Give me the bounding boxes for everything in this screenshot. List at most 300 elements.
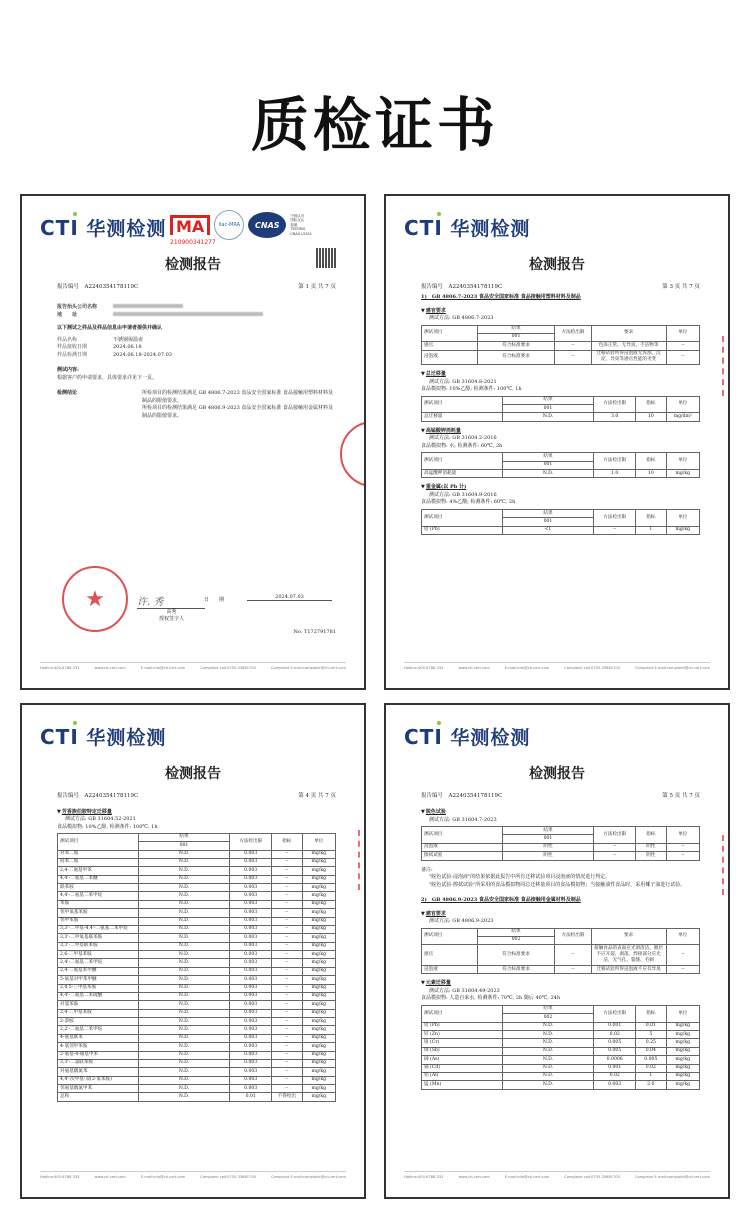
table-row (58, 867, 336, 875)
table-cell: 0.25 (636, 1039, 667, 1047)
side-seal (722, 336, 730, 396)
table-cell: 0.003 (230, 884, 272, 892)
table-cell: N.D. (138, 1068, 230, 1076)
page-footer: Hotline:400-6788-333 www.cti-cert.com E-mail:info@cti-cert.com Complaint call:0755-33681700 Complaint E-mail:complaint@cti-cert.com (40, 662, 346, 670)
table-cell: 4,4'-二氨基二苯硫醚 (58, 992, 139, 1000)
table-cell: 2,4,5-三甲基苯胺 (58, 984, 139, 992)
table-cell: mg/kg (302, 984, 335, 992)
confirm-text: 以下测试之样品及样品信息由申请者提供并确认 (57, 325, 163, 331)
table-cell: 0.003 (230, 951, 272, 959)
section-title: ▼ 高锰酸钾消耗量 (421, 428, 700, 436)
table-cell: 0.001 (594, 1022, 636, 1030)
standard-heading: 1) GB 4806.7-2023 食品安全国家标准 食品接触用塑料材料及制品 (421, 294, 581, 300)
sample-value: 2024.06.18-2024.07.03 (113, 351, 172, 358)
table-cell: mg/kg (302, 867, 335, 875)
table-cell: 0.003 (230, 1034, 272, 1042)
header-cell: 001 (502, 518, 594, 526)
header-cell: 结果 (502, 396, 594, 404)
table-cell: 对氯苯胺 (58, 1001, 139, 1009)
report-date: 2024.07.03 (247, 594, 332, 601)
table-row (58, 976, 336, 984)
header-cell: 单位 (666, 325, 699, 342)
table-cell: N.D. (502, 1056, 594, 1064)
table-cell: 2-萘胺 (58, 1018, 139, 1026)
table-row (58, 951, 336, 959)
table-cell: -- (666, 945, 699, 966)
table-cell: 铝 (Al) (422, 1072, 503, 1080)
table-cell: 2,4-二氨基苯甲醚 (58, 967, 139, 975)
header-cell: 方法检出限 (555, 325, 591, 342)
table-row (58, 934, 336, 942)
table-cell: -- (555, 342, 591, 350)
header-cell: 结果 (502, 453, 594, 461)
table-cell: 0.003 (230, 867, 272, 875)
results-table (421, 325, 700, 366)
table-cell: -- (272, 850, 303, 858)
table-row (422, 470, 700, 478)
table-header-row (422, 827, 700, 835)
header-cell: 单位 (666, 396, 699, 413)
table-cell: mg/kg (302, 1026, 335, 1034)
table-cell: -- (272, 976, 303, 984)
table-cell: mg/kg (302, 976, 335, 984)
header-cell: 测试项目 (58, 833, 139, 850)
table-cell: mg/kg (302, 917, 335, 925)
table-cell: mg/kg (302, 884, 335, 892)
header-cell: 单位 (666, 928, 699, 945)
table-cell: N.D. (502, 1031, 594, 1039)
table-cell: 符合标准要求 (477, 945, 555, 966)
table-row (58, 1009, 336, 1017)
table-cell: N.D. (138, 959, 230, 967)
table-row (58, 1043, 336, 1051)
table-cell: -- (666, 852, 699, 860)
table-cell: N.D. (138, 934, 230, 942)
table-cell: -- (666, 350, 699, 365)
header-cell: 指标 (272, 833, 303, 850)
table-cell: 浸泡液 (422, 966, 478, 974)
table-row (58, 1051, 336, 1059)
table-cell: 4,4'-二氨基二苯甲烷 (58, 892, 139, 900)
table-cell: 0.005 (594, 1039, 636, 1047)
table-cell: -- (594, 843, 636, 851)
table-cell: mg/kg (666, 1047, 699, 1055)
table-cell: N.D. (138, 1059, 230, 1067)
table-cell: mg/kg (302, 967, 335, 975)
table-row (422, 1047, 700, 1055)
table-cell: mg/kg (666, 1064, 699, 1072)
sample-info-row (57, 337, 336, 345)
header-cell: 方法检出限 (230, 833, 272, 850)
table-cell: -- (272, 875, 303, 883)
table-row (422, 1031, 700, 1039)
table-cell: mg/kg (302, 1043, 335, 1051)
table-cell: N.D. (502, 1022, 594, 1030)
table-cell: 阴性 (636, 852, 667, 860)
table-cell: N.D. (138, 1076, 230, 1084)
table-row (422, 1064, 700, 1072)
table-cell: -- (272, 884, 303, 892)
table-cell: 3.0 (594, 413, 636, 421)
table-cell: -- (272, 967, 303, 975)
header-cell: 001 (477, 333, 555, 341)
table-cell: -- (272, 900, 303, 908)
header-cell: 指标 (636, 509, 667, 526)
header-cell: 结果 (502, 509, 594, 517)
table-cell: 0.01 (230, 1093, 272, 1101)
table-cell: mg/kg (302, 858, 335, 866)
table-cell: mg/kg (302, 900, 335, 908)
table-cell: mg/kg (302, 942, 335, 950)
table-cell: N.D. (138, 925, 230, 933)
table-cell: 4-氯邻甲苯胺 (58, 1043, 139, 1051)
page-title: 质检证书 (250, 91, 499, 159)
report-title: 检测报告 (165, 257, 221, 273)
table-cell: 阴性 (502, 843, 594, 851)
table-row (58, 1093, 336, 1101)
header-cell: 要求 (591, 325, 666, 342)
table-cell: mg/kg (302, 1085, 335, 1093)
table-cell: N.D. (502, 470, 594, 478)
table-cell: 0.02 (594, 1072, 636, 1080)
table-cell: 迁移试验所得浸泡液无浑浊、沉淀、异臭等感官性能的劣变 (591, 350, 666, 365)
test-method: 测试方法: GB 31604.2-2016 (429, 435, 497, 442)
table-cell: 0.003 (230, 1068, 272, 1076)
table-cell: 符合标准要求 (477, 350, 555, 365)
table-cell: 间苯二胺 (58, 858, 139, 866)
table-cell: 2,4-二氨基甲苯 (58, 867, 139, 875)
table-cell: N.D. (138, 1026, 230, 1034)
table-cell: 0.003 (230, 1043, 272, 1051)
report-header: 报告编号 A2240354178119C 第 4 页 共 7 页 (57, 793, 336, 799)
table-cell: N.D. (138, 858, 230, 866)
table-cell: 0.02 (594, 1031, 636, 1039)
table-row (58, 1034, 336, 1042)
table-cell: -- (272, 925, 303, 933)
cti-logo: CTI 华测检测 (404, 214, 530, 241)
table-cell: N.D. (138, 1009, 230, 1017)
table-cell: 阴性 (502, 852, 594, 860)
table-cell: N.D. (138, 1018, 230, 1026)
table-cell: mg/kg (302, 1068, 335, 1076)
test-method: 测试方法: GB 31604.8-2021 (429, 378, 497, 385)
table-cell: mg/kg (666, 1022, 699, 1030)
table-cell: N.D. (138, 1043, 230, 1051)
date-label: 日 期 (204, 597, 225, 603)
table-cell: 0.003 (230, 1076, 272, 1084)
table-cell: 10 (636, 413, 667, 421)
table-row (58, 917, 336, 925)
table-cell: -- (272, 1059, 303, 1067)
table-cell: 迁移试验所得浸泡液不应有异臭 (591, 966, 666, 974)
table-cell: 5-氨基对甲苯甲醚 (58, 976, 139, 984)
table-cell: mg/kg (666, 1081, 699, 1089)
table-cell: mg/kg (666, 1031, 699, 1039)
table-cell: 镉 (Cd) (422, 1064, 503, 1072)
table-row (58, 992, 336, 1000)
table-cell: 铅 (Pb) (422, 1022, 503, 1030)
sample-info-row (57, 352, 336, 360)
table-cell: 0.003 (230, 892, 272, 900)
header-cell: 结果 (477, 325, 555, 333)
table-row (422, 966, 700, 974)
section-title: ▼ 感官要求 (421, 911, 700, 919)
test-condition: 食品模拟物: 水; 检测条件: 60℃, 2h (421, 442, 503, 449)
header-cell: 002 (502, 1014, 594, 1022)
table-row (58, 959, 336, 967)
test-condition: 食品模拟物: 10%乙醇, 检测条件: 100℃, 1h (57, 823, 158, 830)
header-cell: 单位 (666, 1005, 699, 1022)
table-cell: 0.01 (636, 1022, 667, 1030)
header-cell: 测试项目 (422, 325, 478, 342)
table-row (422, 1056, 700, 1064)
table-cell: -- (272, 992, 303, 1000)
results-table (421, 509, 700, 535)
table-cell: 2,4-二甲基苯胺 (58, 1009, 139, 1017)
table-row (58, 892, 336, 900)
cti-logo: CTI 华测检测 (404, 723, 530, 750)
table-cell: mg/kg (302, 951, 335, 959)
test-condition: 食品模拟物: 4%乙酸; 检测条件: 60℃, 2h (421, 499, 516, 506)
table-cell: mg/kg (302, 1034, 335, 1042)
table-row (422, 843, 700, 851)
table-cell: -- (555, 945, 591, 966)
table-row (58, 942, 336, 950)
table-cell: N.D. (138, 892, 230, 900)
table-cell: 总和 (58, 1093, 139, 1101)
table-cell: -- (272, 942, 303, 950)
table-cell: N.D. (502, 1081, 594, 1089)
table-cell: mg/kg (302, 909, 335, 917)
table-cell: mg/dm² (666, 413, 699, 421)
table-header-row (422, 928, 700, 936)
table-row (422, 945, 700, 966)
results-table (421, 1005, 700, 1090)
header-cell: 单位 (302, 833, 335, 850)
table-cell: 不得检出 (272, 1093, 303, 1101)
table-cell: 0.003 (230, 976, 272, 984)
section-title: ▼ 总迁移量 (421, 371, 700, 379)
signature: 许. 秀 (137, 593, 205, 609)
table-cell: 1 (636, 526, 667, 534)
table-cell: 铅 (Pb) (422, 526, 503, 534)
table-cell: N.D. (138, 1001, 230, 1009)
table-cell: mg/kg (302, 1059, 335, 1067)
table-cell: -- (555, 966, 591, 974)
page-footer: Hotline:400-6788-333 www.cti-cert.com E-mail:info@cti-cert.com Complaint call:0755-33681700 Complaint E-mail:complaint@cti-cert.com (404, 662, 710, 670)
table-cell: N.D. (138, 976, 230, 984)
header-cell: 测试项目 (422, 827, 503, 844)
table-row (58, 850, 336, 858)
table-cell: 阴性 (636, 843, 667, 851)
header-cell: 001 (502, 405, 594, 413)
table-cell: 0.003 (230, 1009, 272, 1017)
table-cell: 色泽正常，无异臭，不洁物等 (591, 342, 666, 350)
table-cell: 4,4'-次甲基-双(2-氯苯胺) (58, 1076, 139, 1084)
table-cell: -- (666, 966, 699, 974)
table-cell: 0.003 (230, 967, 272, 975)
table-cell: N.D. (138, 875, 230, 883)
table-cell: 0.003 (230, 917, 272, 925)
table-cell: N.D. (138, 984, 230, 992)
sample-key: 样品接收日期 (57, 344, 88, 350)
table-row (58, 1068, 336, 1076)
header-cell: 指标 (636, 396, 667, 413)
standard-heading: 2) GB 4806.9-2023 食品安全国家标准 食品接触用金属材料及制品 (421, 897, 581, 903)
table-cell: N.D. (138, 850, 230, 858)
report-page-1: CTI 华测检测 MA 210900341277 ilac-MRA CNAS 中国认可 国际互认 检测 TESTING CNAS L5341 检测报告 报告编号 A2240354178119C 第 1 页 共 7 页 报告抬头公司名称 地 址 以下测试之样品及样品信息由申请者提供并确认 样品名称 不锈钢保温壶 样品接收日期 2024.06.18 样品检测日期 2024.06.18-2024.07.03 测试内容: 根据客户的申请要求，具体要求详见下一页。 检测结论 所检项目的检测结果满足 GB 4806.7-2023 食品安全国家标准 食品接触用塑料材料及制品的限值要求。 所检项目的检测结果满足 GB 4806.9-2023 食品安全国家标准 食品接触用金属材料及制品的限值要求。 ★ 许. 秀 高秀 授权签字人 日 期 2024.07.03 No. T172791781 Hotline:400-6788-333 www.cti-cert.com E-mail:info@cti-cert.com Complaint call:0755-33681700 Complaint E-mail:complaint@cti-cert.com (20, 194, 366, 690)
table-cell: 3,3'-二氯联苯胺 (58, 1059, 139, 1067)
cert-number: No. T172791781 (293, 629, 336, 635)
table-cell: N.D. (138, 867, 230, 875)
results-table (421, 396, 700, 422)
table-cell: 0.003 (230, 942, 272, 950)
test-method: 测试方法: GB 31604.52-2021 (65, 816, 136, 823)
table-row (422, 852, 700, 860)
table-cell: 0.005 (636, 1056, 667, 1064)
table-row (58, 967, 336, 975)
table-cell: -- (272, 1009, 303, 1017)
ilac-logo: ilac-MRA (214, 210, 244, 240)
report-header: 报告编号 A2240354178119C 第 5 页 共 7 页 (421, 793, 700, 799)
table-cell: 0.02 (636, 1064, 667, 1072)
table-cell: 0.005 (594, 1047, 636, 1055)
table-cell: -- (272, 951, 303, 959)
table-cell: 邻氨基偶氮甲苯 (58, 1085, 139, 1093)
header-cell: 结果 (502, 1005, 594, 1013)
table-header-row (422, 1005, 700, 1013)
table-cell: N.D. (138, 1085, 230, 1093)
header-cell: 测试项目 (422, 396, 503, 413)
table-cell: 0.0006 (594, 1056, 636, 1064)
table-cell: 高锰酸钾消耗量 (422, 470, 503, 478)
table-cell: 接触食品的表面应光滑清洁，镀层不应开裂、剥落，焊接部分应光洁，无气孔、裂缝、毛刺 (591, 945, 666, 966)
red-seal-stamp: ★ (62, 566, 128, 632)
table-cell: -- (594, 526, 636, 534)
table-cell: 浸泡液 (422, 843, 503, 851)
table-cell: N.D. (138, 1051, 230, 1059)
test-condition: 食品模拟物: 人造自来水, 检测条件: 70℃, 2h 随后 40℃, 24h (421, 995, 561, 1002)
table-row (422, 1022, 700, 1030)
table-header-row (422, 325, 700, 333)
header-cell: 测试项目 (422, 928, 478, 945)
section-title: ▼ 重金属(以 Pb 计) (421, 484, 700, 492)
table-cell: 2.0 (636, 1081, 667, 1089)
table-cell: mg/kg (302, 875, 335, 883)
report-title: 检测报告 (529, 766, 585, 782)
table-row (422, 526, 700, 534)
table-cell: N.D. (138, 1034, 230, 1042)
table-cell: 0.003 (230, 984, 272, 992)
table-cell: N.D. (138, 992, 230, 1000)
table-cell: mg/kg (666, 470, 699, 478)
table-cell: 2,6-二甲基苯胺 (58, 951, 139, 959)
report-title: 检测报告 (529, 257, 585, 273)
table-cell: 邻甲苯胺 (58, 917, 139, 925)
table-cell: 邻甲氧基苯胺 (58, 909, 139, 917)
report-header: 报告编号 A2240354178119C 第 1 页 共 7 页 (57, 284, 336, 290)
table-cell: 浸泡液 (422, 350, 478, 365)
table-row (58, 984, 336, 992)
accreditation-logos (170, 210, 312, 246)
header-cell: 测试项目 (422, 509, 503, 526)
table-row (422, 1072, 700, 1080)
table-row (422, 413, 700, 421)
table-cell: 0.003 (230, 1059, 272, 1067)
results-table (421, 928, 700, 975)
table-cell: 0.003 (594, 1081, 636, 1089)
table-cell: 砷 (As) (422, 1056, 503, 1064)
section-title: ▼ 元素迁移量 (421, 980, 700, 988)
table-row (58, 875, 336, 883)
header-cell: 指标 (636, 1005, 667, 1022)
page-footer: Hotline:400-6788-333 www.cti-cert.com E-mail:info@cti-cert.com Complaint call:0755-33681700 Complaint E-mail:complaint@cti-cert.com (404, 1171, 710, 1179)
table-cell: 3,3'-二甲氧基联苯胺 (58, 934, 139, 942)
header-cell: 指标 (636, 453, 667, 470)
table-row (422, 350, 700, 365)
cma-logo: MA (170, 215, 210, 235)
results-table (57, 833, 336, 1102)
header-cell: 测试项目 (422, 453, 503, 470)
test-method: 测试方法: GB 31604.7-2023 (429, 816, 497, 823)
table-cell: 0.003 (230, 925, 272, 933)
table-row (58, 1018, 336, 1026)
table-cell: mg/kg (666, 526, 699, 534)
report-page-3 (384, 194, 730, 690)
table-cell: mg/kg (302, 1076, 335, 1084)
table-cell: 0.003 (230, 959, 272, 967)
results-table (421, 826, 700, 861)
table-cell: 对苯二胺 (58, 850, 139, 858)
table-cell: 对氨基偶氮苯 (58, 1068, 139, 1076)
header-cell: 结果 (502, 827, 594, 835)
header-cell: 要求 (591, 928, 666, 945)
table-row (58, 1059, 336, 1067)
header-cell: 方法检出限 (594, 827, 636, 844)
table-cell: mg/kg (302, 1051, 335, 1059)
table-cell: 10 (636, 470, 667, 478)
cma-number: 210900341277 (170, 239, 216, 246)
table-cell: -- (272, 1076, 303, 1084)
table-cell: -- (272, 984, 303, 992)
cnas-logo: CNAS (248, 212, 286, 238)
table-header-row (422, 396, 700, 404)
table-cell: mg/kg (302, 1009, 335, 1017)
signer: 高秀 授权签字人 (159, 609, 185, 622)
side-seal (358, 830, 366, 890)
table-cell: 0.003 (230, 1051, 272, 1059)
table-cell: -- (594, 852, 636, 860)
table-cell: 感官 (422, 945, 478, 966)
header-cell: 方法检出限 (594, 396, 636, 413)
table-row (58, 909, 336, 917)
table-cell: -- (272, 1026, 303, 1034)
side-seal (722, 835, 730, 895)
header-cell: 方法检出限 (594, 509, 636, 526)
table-cell: 0.003 (230, 992, 272, 1000)
table-cell: -- (272, 917, 303, 925)
table-row (58, 1085, 336, 1093)
table-cell: 2,4'-二氨基二苯甲烷 (58, 959, 139, 967)
red-seal-stamp-partial (340, 421, 366, 487)
table-cell: N.D. (502, 1039, 594, 1047)
table-cell: -- (272, 1085, 303, 1093)
table-cell: 4-氨基联苯 (58, 1034, 139, 1042)
header-cell: 单位 (666, 509, 699, 526)
sample-value: 2024.06.18 (113, 344, 142, 350)
header-cell: 方法检出限 (594, 1005, 636, 1022)
header-cell: 结果 (138, 833, 230, 841)
